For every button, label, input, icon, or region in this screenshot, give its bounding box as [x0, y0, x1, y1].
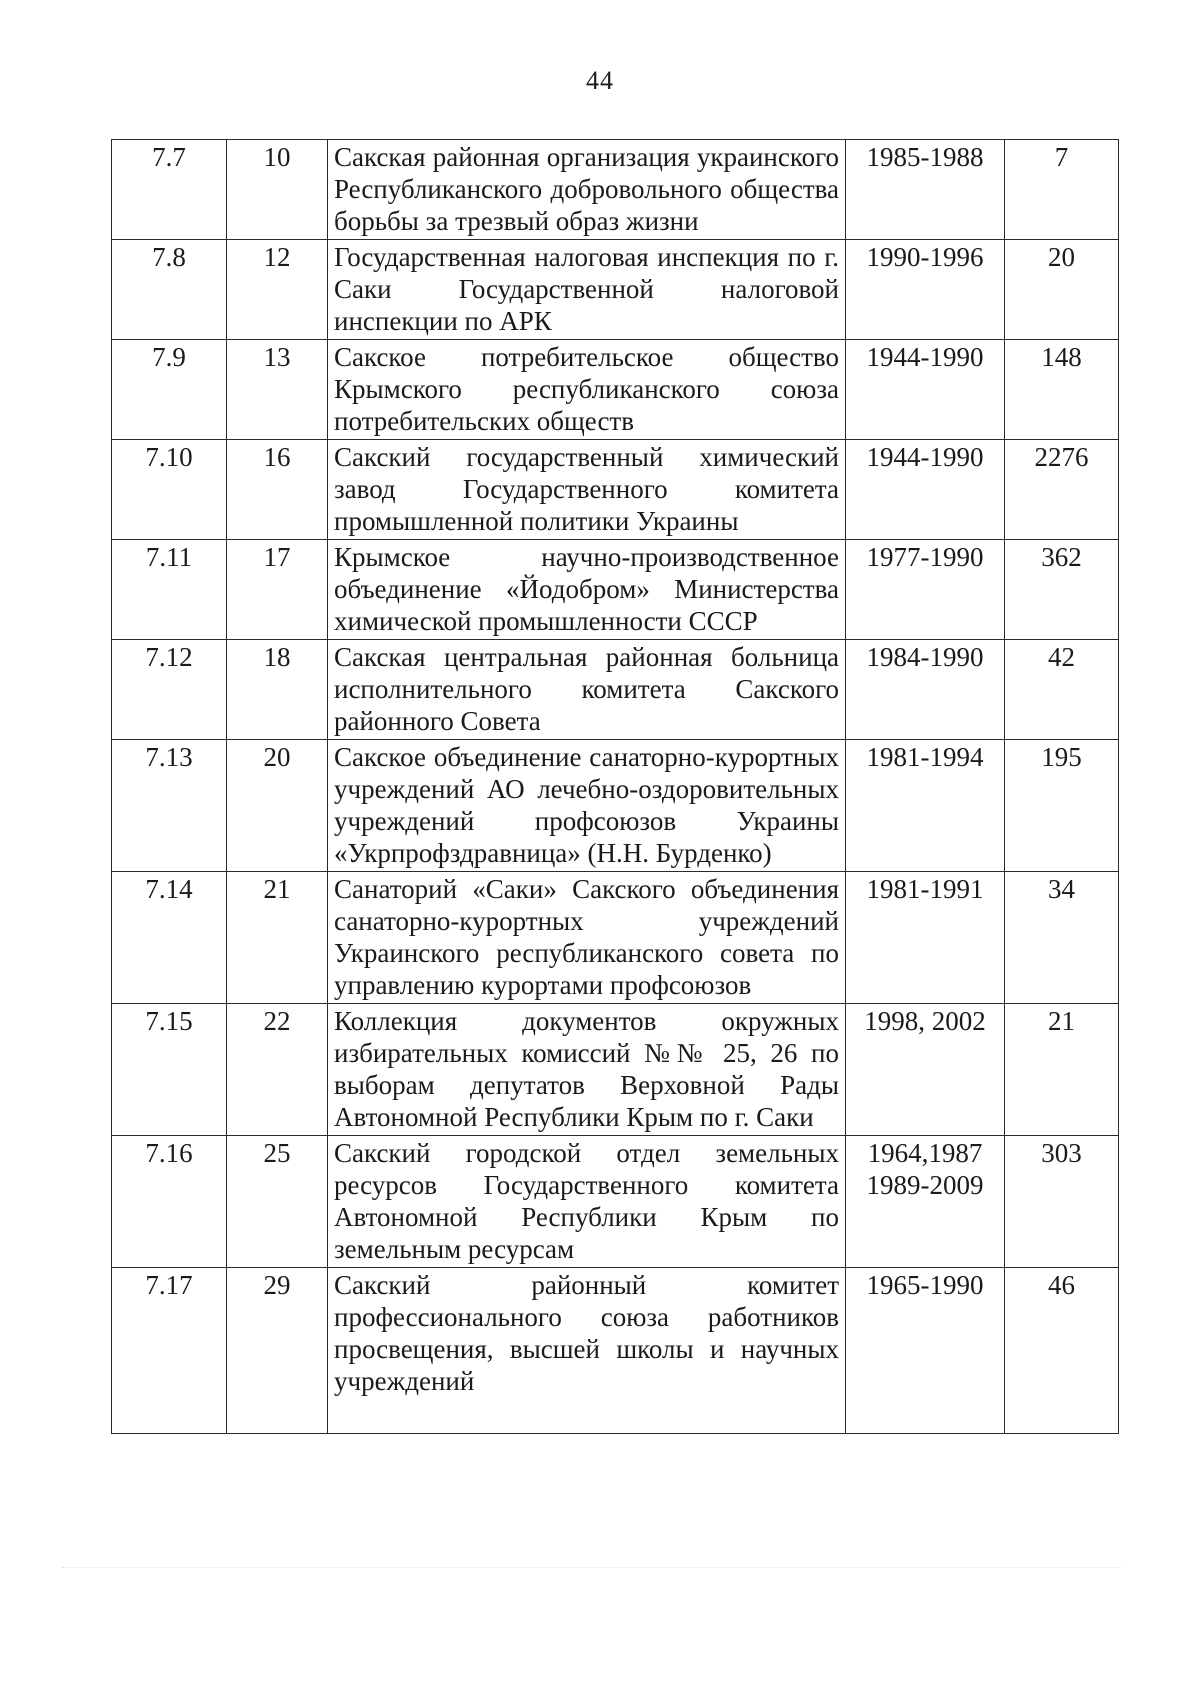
- row-number: 7.15: [112, 1004, 227, 1136]
- file-count: 7: [1005, 140, 1119, 240]
- fund-title: Сакская районная организация украинского Республиканского добровольного общества борьбы за трезвый образ жизни: [328, 140, 846, 240]
- file-count: 21: [1005, 1004, 1119, 1136]
- fund-title: Сакский государственный химический завод Государственного комитета промышленной политики Украины: [328, 440, 846, 540]
- date-range: 1944-1990: [846, 440, 1005, 540]
- fund-number: 13: [227, 340, 328, 440]
- fund-title: Санаторий «Саки» Сакского объединения санаторно-курортных учреждений Украинского республиканского совета по управлению курортами профсоюзов: [328, 872, 846, 1004]
- fund-title: Государственная налоговая инспекция по г. Саки Государственной налоговой инспекции по АРК: [328, 240, 846, 340]
- file-count: 148: [1005, 340, 1119, 440]
- file-count: 362: [1005, 540, 1119, 640]
- fund-title: Сакский городской отдел земельных ресурсов Государственного комитета Автономной Республики Крым по земельным ресурсам: [328, 1136, 846, 1268]
- fund-number: 16: [227, 440, 328, 540]
- row-number: 7.10: [112, 440, 227, 540]
- date-range: 1984-1990: [846, 640, 1005, 740]
- table-row: [112, 1136, 1119, 1268]
- row-number: 7.14: [112, 872, 227, 1004]
- page-number: 44: [586, 66, 614, 95]
- scan-noise-line: [62, 1567, 1122, 1570]
- date-range: 1990-1996: [846, 240, 1005, 340]
- date-range: 1998, 2002: [846, 1004, 1005, 1136]
- date-range: 1944-1990: [846, 340, 1005, 440]
- fund-title: Сакское объединение санаторно-курортных учреждений АО лечебно-оздоровительных учреждений профсоюзов Украины «Укрпрофздравница» (Н.Н. Бурденко): [328, 740, 846, 872]
- fund-number: 25: [227, 1136, 328, 1268]
- fund-title: Сакское потребительское общество Крымского республиканского союза потребительских обществ: [328, 340, 846, 440]
- row-number: 7.17: [112, 1268, 227, 1434]
- row-number: 7.16: [112, 1136, 227, 1268]
- table-row: [112, 740, 1119, 872]
- row-number: 7.7: [112, 140, 227, 240]
- row-number: 7.12: [112, 640, 227, 740]
- table-row: [112, 872, 1119, 1004]
- file-count: 195: [1005, 740, 1119, 872]
- date-range: 1965-1990: [846, 1268, 1005, 1434]
- table-row: [112, 1004, 1119, 1136]
- date-range: 1977-1990: [846, 540, 1005, 640]
- fund-number: 18: [227, 640, 328, 740]
- date-range: 1981-1994: [846, 740, 1005, 872]
- table-row: [112, 540, 1119, 640]
- fund-title: Коллекция документов окружных избирательных комиссий №№ 25, 26 по выборам депутатов Верховной Рады Автономной Республики Крым по г. Саки: [328, 1004, 846, 1136]
- date-range: 1964,1987 1989-2009: [846, 1136, 1005, 1268]
- row-number: 7.9: [112, 340, 227, 440]
- table-row: [112, 140, 1119, 240]
- fund-number: 20: [227, 740, 328, 872]
- row-number: 7.13: [112, 740, 227, 872]
- table-row: [112, 640, 1119, 740]
- fund-number: 29: [227, 1268, 328, 1434]
- date-range: 1981-1991: [846, 872, 1005, 1004]
- table-row: [112, 340, 1119, 440]
- file-count: 303: [1005, 1136, 1119, 1268]
- fund-title: Сакская центральная районная больница исполнительного комитета Сакского районного Совета: [328, 640, 846, 740]
- file-count: 2276: [1005, 440, 1119, 540]
- archive-fund-table: [111, 139, 1119, 1434]
- file-count: 42: [1005, 640, 1119, 740]
- file-count: 46: [1005, 1268, 1119, 1434]
- fund-number: 17: [227, 540, 328, 640]
- file-count: 20: [1005, 240, 1119, 340]
- date-range: 1985-1988: [846, 140, 1005, 240]
- fund-number: 10: [227, 140, 328, 240]
- fund-number: 21: [227, 872, 328, 1004]
- fund-title: Сакский районный комитет профессионального союза работников просвещения, высшей школы и научных учреждений: [328, 1268, 846, 1434]
- fund-number: 22: [227, 1004, 328, 1136]
- file-count: 34: [1005, 872, 1119, 1004]
- table-row: [112, 440, 1119, 540]
- row-number: 7.11: [112, 540, 227, 640]
- fund-title: Крымское научно-производственное объединение «Йодобром» Министерства химической промышленности СССР: [328, 540, 846, 640]
- fund-number: 12: [227, 240, 328, 340]
- table-row: [112, 240, 1119, 340]
- table-row: [112, 1268, 1119, 1434]
- row-number: 7.8: [112, 240, 227, 340]
